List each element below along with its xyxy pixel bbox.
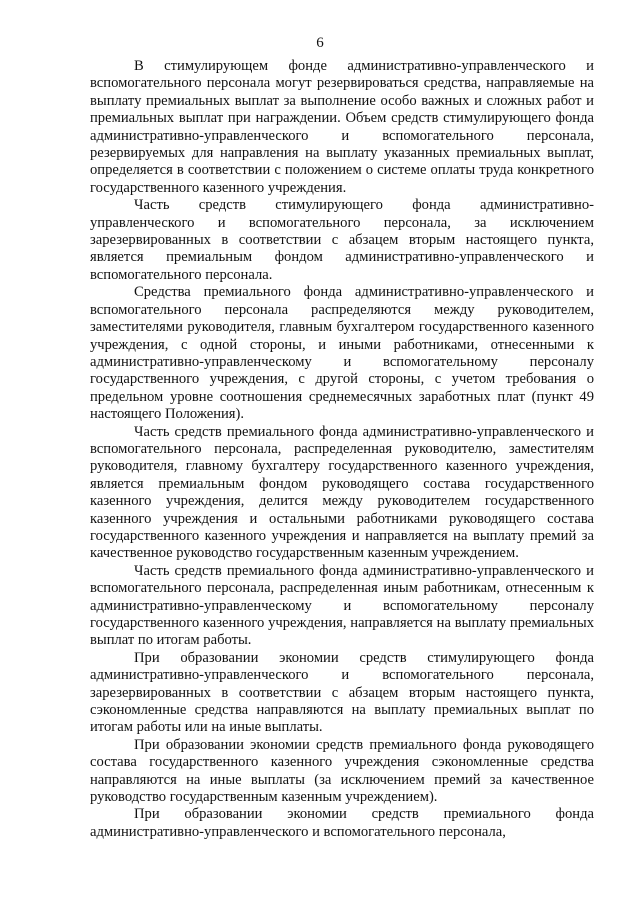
paragraph-7: При образовании экономии средств премиального фонда руководящего состава государственного казенного учреждения сэкономленные средства направляются на иные выплаты (за исключением премий за качественное руководство государственным казенным учреждением).	[90, 736, 594, 806]
paragraph-6: При образовании экономии средств стимулирующего фонда административно-управленческого и вспомогательного персонала, зарезервированных в соответствии с абзацем вторым настоящего пункта, сэкономленные средства направляются на выплату премиальных выплат по итогам работы или на иные выплаты.	[90, 649, 594, 736]
document-body	[90, 58, 594, 841]
paragraph-4: Часть средств премиального фонда административно-управленческого и вспомогательного персонала, распределенная руководителю, заместителям руководителя, главному бухгалтеру государственного казенного учреждения, является премиальным фондом руководящего состава государственного казенного учреждения, делится между руководителем государственного казенного учреждения и остальными работниками руководящего состава государственного казенного учреждения и направляется на выплату премий за качественное руководство государственным казенным учреждением.	[90, 423, 594, 562]
paragraph-8: При образовании экономии средств премиального фонда административно-управленческого и вспомогательного персонала,	[90, 806, 594, 840]
paragraph-5: Часть средств премиального фонда административно-управленческого и вспомогательного персонала, распределенная иным работникам, отнесенным к административно-управленческому и вспомогательному персоналу государственного казенного учреждения, направляется на выплату премиальных выплат по итогам работы.	[90, 562, 594, 649]
paragraph-2: Часть средств стимулирующего фонда административно-управленческого и вспомогательного персонала, за исключением зарезервированных в соответствии с абзацем вторым настоящего пункта, является премиальным фондом административно-управленческого и вспомогательного персонала.	[90, 197, 594, 283]
page-number: 6	[316, 35, 324, 51]
paragraph-3: Средства премиального фонда административно-управленческого и вспомогательного персонала распределяются между руководителем, заместителями руководителя, главным бухгалтером государственного казенного учреждения, с одной стороны, и иными работниками, отнесенными к административно-управленческому и вспомогательному персоналу государственного учреждения, с другой стороны, с учетом требования о предельном уровне соотношения среднемесячных заработных плат (пункт 49 настоящего Положения).	[90, 284, 594, 423]
paragraph-1: В стимулирующем фонде административно-управленческого и вспомогательного персонала могут резервироваться средства, направляемые на выплату премиальных выплат за выполнение особо важных и сложных работ и премиальных выплат при награждении. Объем средств стимулирующего фонда административно-управленческого и вспомогательного персонала, резервируемых для направления на выплату указанных премиальных выплат, определяется в соответствии с положением о системе оплаты труда конкретного государственного казенного учреждения.	[90, 58, 594, 196]
